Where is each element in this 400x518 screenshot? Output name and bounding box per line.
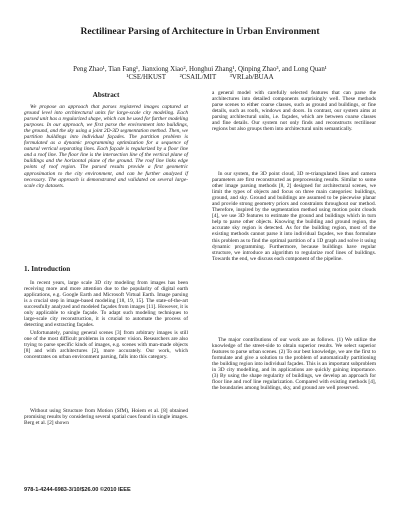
author-names: Peng Zhao¹, Tian Fang¹, Jianxiong Xiao², Honghui Zhang¹, Qinping Zhao³, and Long Quan¹ [73,66,327,73]
intro-paragraph-3: Without using Structure from Motion (SfM), Hoiem et al. [8] obtained promising results by considering several spatial cues found in single images. Berg et al. [2] shown [24,408,188,427]
paper-title: Rectilinear Parsing of Architecture in Urban Environment [80,26,320,37]
intro-paragraph-1: In recent years, large scale 3D city modeling from images has been receiving more and more attention due to the popularity of digital earth applications, e.g. Google Earth and Microsoft Virtual Earth. Image parsing is a crucial step in image-based modeling [18, 19, 15]. The state-of-the-art successfully analyzed and modeled façades from images [11]. However, it is only applicable to single façade. To adapt such modeling techniques to large-scale city reconstruction, it is crucial to automate the process of detecting and extracting façades. [24,280,188,329]
abstract-heading: Abstract [92,91,120,99]
right-paragraph-3: The major contributions of our work are as follows. (1) We utilize the knowledge of the street-side to obtain superior results. We select superior features to parse urban scenes. (2) To our best knowledge, we are the first to formulate and give a solution to the problem of automatically partitioning the building region into individual façades. This is an important subproblem in 3D city modelling, and its applications are quickly gaining importance. (3) By using the shape regularity of buildings, we develop an approach for floor line and roof line regularization. Compared with existing methods [4], the boundaries among buildings, sky, and ground are well preserved. [212,337,376,392]
intro-paragraph-2: Unfortunately, parsing general scenes [3] from arbitrary images is still one of the most difficult problems in computer vision. Researchers are also trying to parse specific kinds of images, e.g. scenes with man-made objects [8] and with architectures [2], more accurately. Our work, which concentrates on urban environment parsing, falls into this category. [24,330,188,361]
author-block [0,66,400,83]
abstract-text: We propose an approach that parses registered images captured at ground level into architectural units for large-scale city modeling. Each parsed unit has a regularized shape, which can be used for further modeling purposes. In our approach, we first parse the environment into buildings, the ground, and the sky using a joint 2D-3D segmentation method. Then, we partition buildings into individual façades. The partition problem is formulated as a dynamic programming optimization for a sequence of natural vertical separating lines. Each façade is regularized by a floor line and a roof line. The floor line is the intersection line of the vertical plane of buildings and the horizontal plane of the ground. The roof line links edge points of roof region. The parsed results provide a first geometric approximation to the city environment, and can be further analyzed if necessary. The approach is demonstrated and validated on several large-scale city datasets. [24,104,188,189]
section-heading-introduction: 1. Introduction [24,265,71,273]
copyright-notice: 978-1-4244-6983-3/10/$26.00 ©2010 IEEE [24,487,131,493]
author-affiliations: ¹CSE/HKUST ²CSAIL/MIT ³VRLab/BUAA [126,74,274,82]
right-paragraph-2: In our system, the 3D point cloud, 3D re-triangulated lines and camera parameters are first reconstructed as preprocessing results. Similar to some other image parsing methods [8, 2] designed for architectural scenes, we limit the types of objects and focus on three main categories: buildings, ground, and sky. Ground and buildings are assumed to be piecewise planar and provide strong geometry priors and constraints throughout our method. Therefore, inspired by the segmentation method using motion point clouds [4], we use 3D features to estimate the ground and buildings which in turn help to parse other objects. Knowing the building and ground region, the accurate sky region is detected. As for the building region, most of the existing methods cannot parse it into individual façades, we thus formulate this problem as to find the optimal partition of a 1D graph and solve it using dynamic programming. Furthermore, because buildings have regular structure, we introduce an algorithm to regularize roof lines of buildings. Towards the end, we discuss each component of the pipeline. [212,171,376,262]
right-paragraph-1: a general model with carefully selected features that can parse the architectures into detailed components surprisingly well. These methods parse scenes to either coarse classes, such as ground and buildings, or fine details, such as roofs, windows and doors. In contrast, our system aims at parsing architectural units, i.e. façades, which are between coarse classes and fine details. Our system not only finds and reconstructs rectilinear regions but also groups them into architectural units semantically. [212,90,376,133]
